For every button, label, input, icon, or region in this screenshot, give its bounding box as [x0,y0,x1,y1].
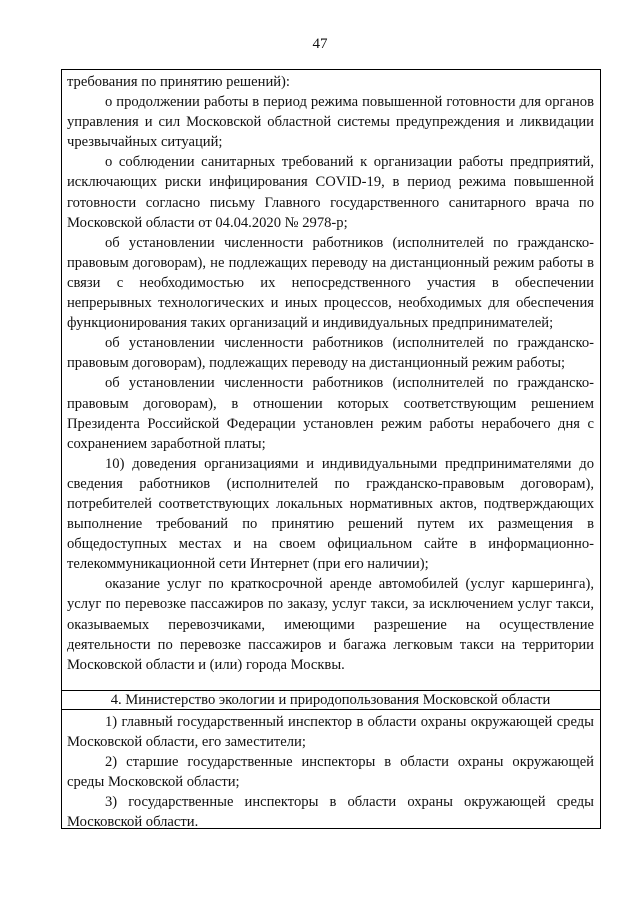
paragraph-item: об установлении численности работников (исполнителей по гражданско-правовым договорам), в отношении которых соответствующим решением Президента Российской Федерации установлен режим работы нерабочего дня с сохранением заработной платы; [67,375,594,452]
paragraph-continuation: требования по принятию решений): [67,74,290,90]
paragraph-item: 3) государственные инспекторы в области охраны окружающей среды Московской области. [67,794,594,831]
section-heading-text: 4. Министерство экологии и природопользования Московской области [110,692,551,708]
paragraph-item: 2) старшие государственные инспекторы в области охраны окружающей среды Московской области; [67,754,594,791]
paragraph-item: 10) доведения организациями и индивидуальными предпринимателями до сведения работников (исполнителей по гражданско-правовым договорам), потребителей соответствующих локальных нормативных актов, подтверждающих выполнение требований по принятию решений путем их размещения в общедоступных местах и на своем официальном сайте в информационно-телекоммуникационной сети Интернет (при его наличии); [67,455,594,573]
table-cell-officials [61,709,601,829]
paragraph-item: о соблюдении санитарных требований к организации работы предприятий, исключающих риски инфицирования COVID-19, в период режима повышенной готовности согласно письму Главного государственного санитарного врача по Московской области от 04.04.2020 № 2978-р; [67,154,594,231]
table-cell-activities [61,69,601,691]
paragraph-item: об установлении численности работников (исполнителей по гражданско-правовым договорам), подлежащих переводу на дистанционный режим работы; [67,335,594,372]
paragraph-item: о продолжении работы в период режима повышенной готовности для органов управления и сил Московской областной системы предупреждения и ликвидации чрезвычайных ситуаций; [67,94,594,151]
paragraph-item: об установлении численности работников (исполнителей по гражданско-правовым договорам), не подлежащих переводу на дистанционный режим работы в связи с необходимостью их непосредственного участия в обеспечении непрерывных технологических и иных процессов, необходимых для обеспечения функционирования таких организаций и индивидуальных предпринимателей; [67,234,594,332]
paragraph-item: оказание услуг по краткосрочной аренде автомобилей (услуг каршеринга), услуг по перевозке пассажиров по заказу, услуг такси, за исключением услуг такси, оказываемых перевозчиками, имеющими разрешение на осуществление деятельности по перевозке пассажиров и багажа легковым такси на территории Московской области и (или) города Москвы. [67,576,594,673]
paragraph-item: 1) главный государственный инспектор в области охраны окружающей среды Московской области, его заместители; [67,714,594,751]
page-number: 47 [312,36,328,52]
table-section-heading [61,690,601,710]
